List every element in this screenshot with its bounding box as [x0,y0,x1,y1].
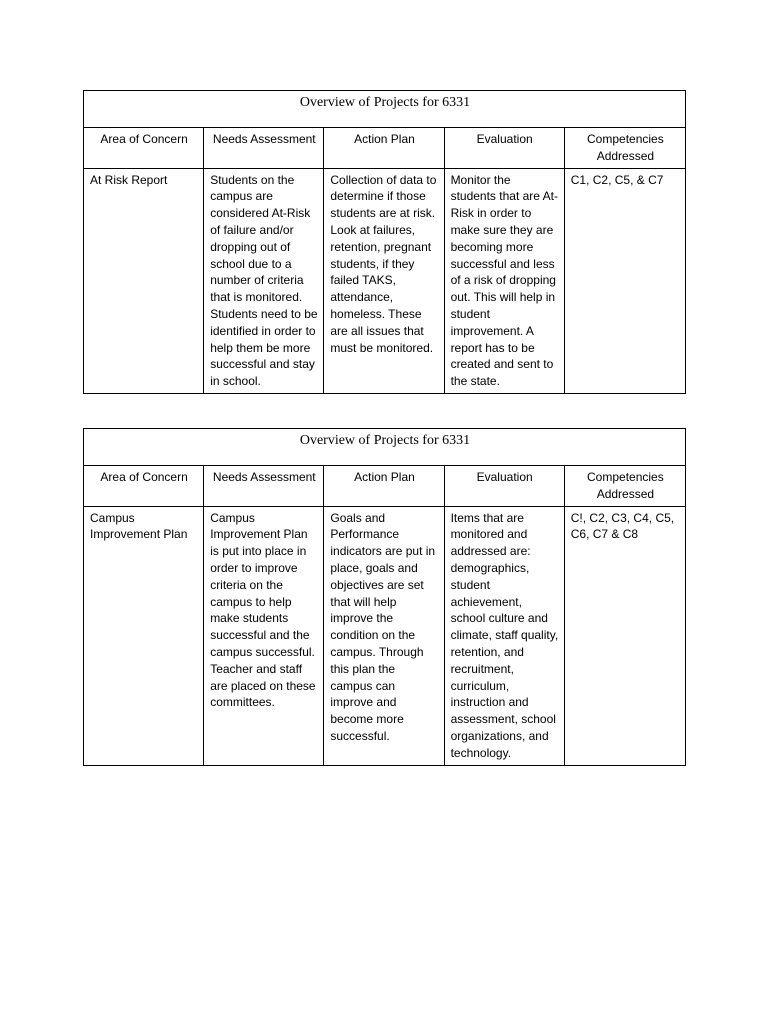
header-needs-assessment: Needs Assessment [204,128,324,169]
cell-action-plan: Collection of data to determine if those students are at risk. Look at failures, retention, pregnant students, if they failed TAKS, attendance, homeless. These are all issues that must be monitored. [324,168,444,393]
header-evaluation: Evaluation [444,128,564,169]
header-evaluation: Evaluation [444,466,564,507]
table-title: Overview of Projects for 6331 [84,429,686,466]
cell-needs-assessment: Students on the campus are considered At-Risk of failure and/or dropping out of school due to a number of criteria that is monitored. Students need to be identified in order to help them be more successful and stay in school. [204,168,324,393]
cell-area-of-concern: At Risk Report [84,168,204,393]
header-area-of-concern: Area of Concern [84,128,204,169]
header-area-of-concern: Area of Concern [84,466,204,507]
cell-needs-assessment: Campus Improvement Plan is put into place in order to improve criteria on the campus to help make students successful and the campus successful. Teacher and staff are placed on these committees. [204,506,324,765]
cell-area-of-concern: Campus Improvement Plan [84,506,204,765]
header-competencies-addressed: Competencies Addressed [564,466,685,507]
header-competencies-addressed: Competencies Addressed [564,128,685,169]
cell-competencies: C!, C2, C3, C4, C5, C6, C7 & C8 [564,506,685,765]
project-overview-table-1 [83,90,686,394]
header-action-plan: Action Plan [324,466,444,507]
header-action-plan: Action Plan [324,128,444,169]
cell-action-plan: Goals and Performance indicators are put in place, goals and objectives are set that will help improve the condition on the campus. Through this plan the campus can improve and become more successful. [324,506,444,765]
table-row [84,168,686,393]
project-overview-table-2 [83,428,686,766]
header-needs-assessment: Needs Assessment [204,466,324,507]
cell-competencies: C1, C2, C5, & C7 [564,168,685,393]
cell-evaluation: Monitor the students that are At-Risk in order to make sure they are becoming more successful and less of a risk of dropping out. This will help in student improvement. A report has to be created and sent to the state. [444,168,564,393]
table-title: Overview of Projects for 6331 [84,91,686,128]
cell-evaluation: Items that are monitored and addressed are: demographics, student achievement, school culture and climate, staff quality, retention, and recruitment, curriculum, instruction and assessment, school organizations, and technology. [444,506,564,765]
table-row [84,506,686,765]
